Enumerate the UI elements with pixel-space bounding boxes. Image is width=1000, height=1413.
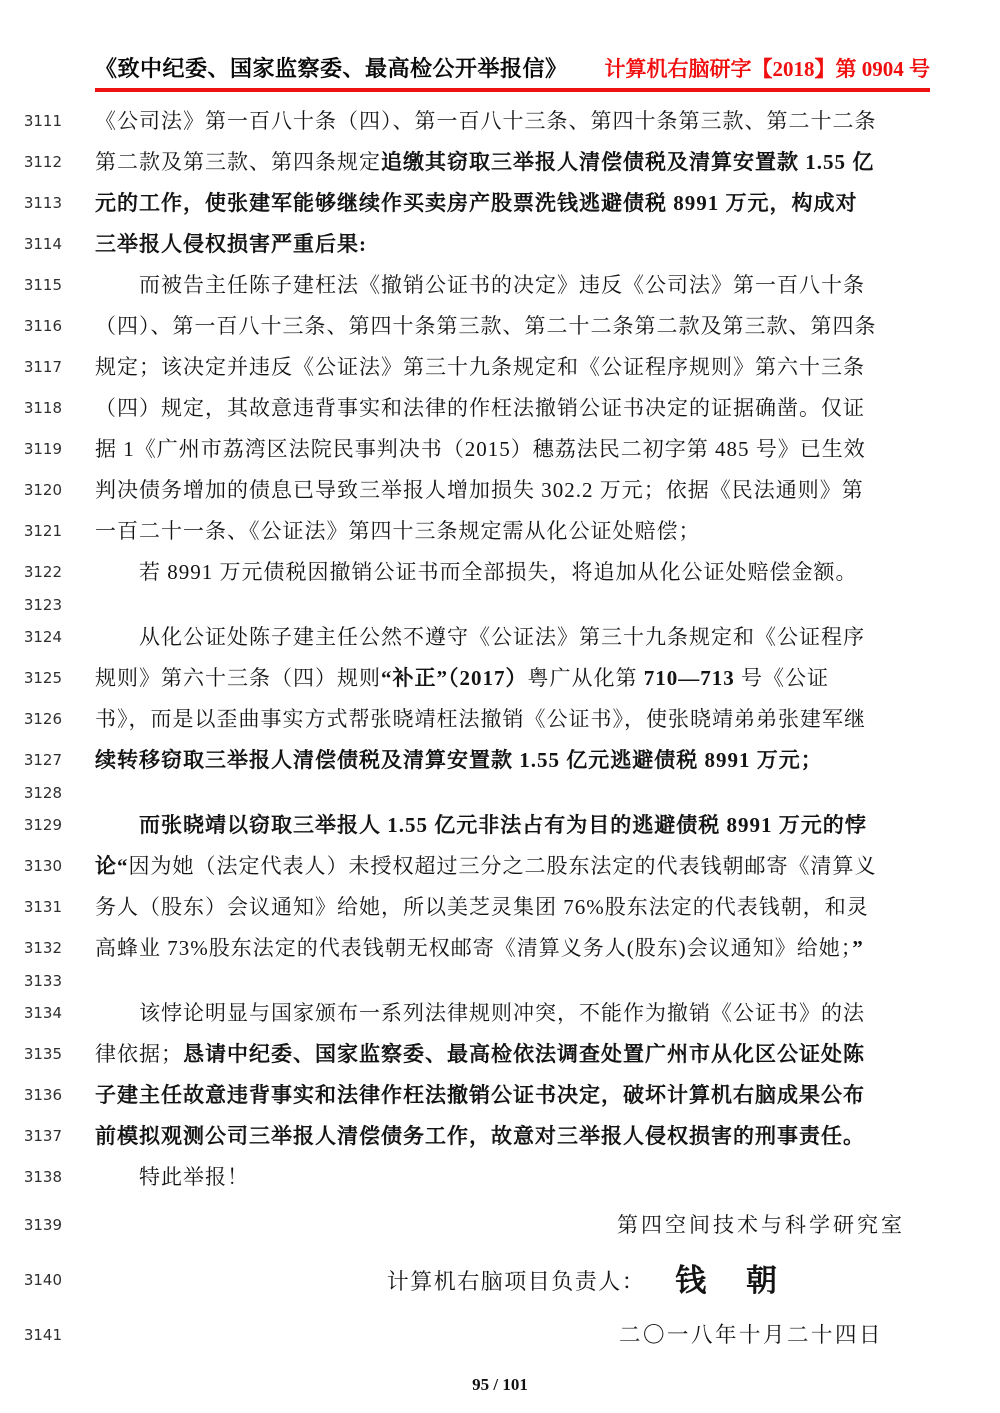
text-segment: 第二款及第三款、第四条规定 <box>95 150 381 174</box>
line-number: 3115 <box>23 276 62 294</box>
line-text <box>95 1075 905 1116</box>
text-segment: 续转移窃取三举报人清偿债税及清算安置款 1.55 亿元逃避债税 8991 万元； <box>95 748 823 772</box>
text-segment: 前模拟观测公司三举报人清偿债务工作，故意对三举报人侵权损害的刑事责任。 <box>95 1124 865 1148</box>
document-line <box>0 511 1000 552</box>
line-number: 3114 <box>23 235 62 253</box>
page-footer <box>0 1375 1000 1395</box>
line-number: 3119 <box>23 440 62 458</box>
line-text <box>95 1116 905 1157</box>
line-text <box>95 101 905 142</box>
document-line <box>0 617 1000 658</box>
line-number: 3128 <box>23 784 62 802</box>
line-text <box>95 1308 905 1363</box>
line-number: 3137 <box>23 1127 62 1145</box>
document-line <box>0 887 1000 928</box>
text-segment: 高蜂业 73%股东法定的代表钱朝无权邮寄《清算义务人(股东)会议通知》给她； <box>95 936 853 960</box>
line-number: 3120 <box>23 481 62 499</box>
document-line <box>0 1116 1000 1157</box>
text-segment: 恳请中纪委、国家监察委、最高检依法调查处置广州市从化区公证处陈 <box>183 1042 865 1066</box>
line-text <box>95 306 905 347</box>
document-line <box>0 552 1000 593</box>
text-segment: 追缴其窃取三举报人清偿债税及清算安置款 1.55 亿 <box>381 150 875 174</box>
signature-name: 钱 朝 <box>675 1263 793 1298</box>
line-number: 3136 <box>23 1086 62 1104</box>
text-segment: 《公司法》第一百八十条（四）、第一百八十三条、第四十条第三款、第二十二条 <box>95 109 877 133</box>
line-text <box>95 429 905 470</box>
document-line <box>0 306 1000 347</box>
line-number: 3129 <box>23 816 62 834</box>
line-text <box>95 846 905 887</box>
line-text <box>95 699 905 740</box>
line-number: 3130 <box>23 857 62 875</box>
text-segment: 一百二十一条、《公证法》第四十三条规定需从化公证处赔偿； <box>95 519 701 543</box>
header-rule <box>95 52 930 92</box>
text-segment: 粤广从化第 <box>527 666 644 690</box>
line-number: 3116 <box>23 317 62 335</box>
document-line <box>0 699 1000 740</box>
text-segment: 据 1《广州市荔湾区法院民事判决书（2015）穗荔法民二初字第 485 号》已生效 <box>95 437 866 461</box>
page-header <box>0 0 1000 92</box>
text-segment: 710—713 <box>643 666 735 690</box>
text-segment: 而张晓靖以窃取三举报人 1.55 亿元非法占有为目的逃避债税 8991 万元的悖 <box>139 813 867 837</box>
document-line <box>0 347 1000 388</box>
document-line <box>0 183 1000 224</box>
document-line <box>0 928 1000 969</box>
text-segment: 判决债务增加的债息已导致三举报人增加损失 302.2 万元；依据《民法通则》第 <box>95 478 864 502</box>
text-segment: 因为她（法定代表人）未授权超过三分之二股东法定的代表钱朝邮寄《清算义 <box>128 854 877 878</box>
line-text <box>95 617 905 658</box>
line-text <box>95 928 905 969</box>
document-line <box>0 846 1000 887</box>
line-number: 3141 <box>23 1326 62 1344</box>
document-line <box>0 470 1000 511</box>
line-number: 3127 <box>23 751 62 769</box>
text-segment: 论“ <box>95 854 129 878</box>
text-segment: 律依据； <box>95 1042 183 1066</box>
line-number: 3118 <box>23 399 62 417</box>
line-text <box>95 1198 905 1253</box>
document-line <box>0 1308 1000 1363</box>
text-segment: 该悖论明显与国家颁布一系列法律规则冲突，不能作为撤销《公证书》的法 <box>139 1001 865 1025</box>
document-line <box>0 740 1000 781</box>
document-lines <box>0 101 1000 1363</box>
text-segment: 务人（股东）会议通知》给她，所以美芝灵集团 76%股东法定的代表钱朝，和灵 <box>95 895 869 919</box>
line-number: 3139 <box>23 1216 62 1234</box>
document-line <box>0 1198 1000 1253</box>
line-text <box>95 969 905 993</box>
line-text <box>95 511 905 552</box>
line-number: 3124 <box>23 628 62 646</box>
line-number: 3111 <box>23 112 62 130</box>
document-number: 计算机右脑研字【2018】第 0904 号 <box>604 57 930 81</box>
document-line <box>0 388 1000 429</box>
line-text <box>95 781 905 805</box>
line-number: 3121 <box>23 522 62 540</box>
line-number: 3138 <box>23 1168 62 1186</box>
document-line <box>0 805 1000 846</box>
text-segment: （四）、第一百八十三条、第四十条第三款、第二十二条第二款及第三款、第四条 <box>95 314 877 338</box>
line-number: 3131 <box>23 898 62 916</box>
text-segment: 二〇一八年十月二十四日 <box>618 1323 883 1347</box>
text-segment: 书》，而是以歪曲事实方式帮张晓靖枉法撤销《公证书》，使张晓靖弟弟张建军继 <box>95 707 866 731</box>
text-segment: 特此举报！ <box>139 1165 249 1189</box>
line-text <box>95 805 905 846</box>
text-segment: “补正”（2017） <box>381 666 528 690</box>
line-text <box>95 224 905 265</box>
line-number: 3117 <box>23 358 62 376</box>
line-text <box>95 142 905 183</box>
line-text <box>95 1157 905 1198</box>
text-segment: 子建主任故意违背事实和法律作枉法撤销公证书决定，破坏计算机右脑成果公布 <box>95 1083 865 1107</box>
line-text <box>95 658 905 699</box>
line-text <box>95 183 905 224</box>
line-number: 3134 <box>23 1004 62 1022</box>
text-segment: 计算机右脑项目负责人： <box>386 1269 646 1294</box>
line-number: 3133 <box>23 972 62 990</box>
line-number: 3126 <box>23 710 62 728</box>
text-segment: 从化公证处陈子建主任公然不遵守《公证法》第三十九条规定和《公证程序 <box>139 625 865 649</box>
line-number: 3135 <box>23 1045 62 1063</box>
document-line <box>0 1253 1000 1308</box>
line-number: 3140 <box>23 1271 62 1289</box>
document-title: 《致中纪委、国家监察委、最高检公开举报信》 <box>95 56 568 81</box>
document-line <box>0 781 1000 805</box>
line-number: 3132 <box>23 939 62 957</box>
document-line <box>0 993 1000 1034</box>
document-line <box>0 969 1000 993</box>
line-text <box>95 470 905 511</box>
text-segment: 若 8991 万元债税因撤销公证书而全部损失，将追加从化公证处赔偿金额。 <box>139 560 858 584</box>
document-line <box>0 429 1000 470</box>
text-segment: 而被告主任陈子建枉法《撤销公证书的决定》违反《公司法》第一百八十条 <box>139 273 865 297</box>
line-text <box>95 388 905 429</box>
text-segment: 元的工作，使张建军能够继续作买卖房产股票洗钱逃避债税 8991 万元，构成对 <box>95 191 858 215</box>
document-line <box>0 224 1000 265</box>
line-text <box>95 265 905 306</box>
document-line <box>0 1157 1000 1198</box>
line-text <box>95 593 905 617</box>
document-line <box>0 101 1000 142</box>
text-segment: 号《公证 <box>734 666 829 690</box>
line-number: 3123 <box>23 596 62 614</box>
document-line <box>0 658 1000 699</box>
line-text <box>95 1034 905 1075</box>
text-segment: 三举报人侵权损害严重后果: <box>95 232 367 256</box>
line-text <box>95 1253 905 1308</box>
line-text <box>95 887 905 928</box>
document-line <box>0 265 1000 306</box>
line-text <box>95 552 905 593</box>
line-number: 3122 <box>23 563 62 581</box>
line-number: 3112 <box>23 153 62 171</box>
document-line <box>0 593 1000 617</box>
document-line <box>0 1075 1000 1116</box>
text-segment: 第四空间技术与科学研究室 <box>617 1213 905 1237</box>
page-number: 95 / 101 <box>472 1375 528 1394</box>
document-line <box>0 142 1000 183</box>
line-text <box>95 993 905 1034</box>
document-line <box>0 1034 1000 1075</box>
text-segment: 规定；该决定并违反《公证法》第三十九条规定和《公证程序规则》第六十三条 <box>95 355 865 379</box>
line-text <box>95 740 905 781</box>
text-segment: （四）规定，其故意违背事实和法律的作枉法撤销公证书决定的证据确凿。仅证 <box>95 396 865 420</box>
line-number: 3125 <box>23 669 62 687</box>
line-number: 3113 <box>23 194 62 212</box>
text-segment: ” <box>852 936 864 960</box>
text-segment: 规则》第六十三条（四）规则 <box>95 666 381 690</box>
line-text <box>95 347 905 388</box>
